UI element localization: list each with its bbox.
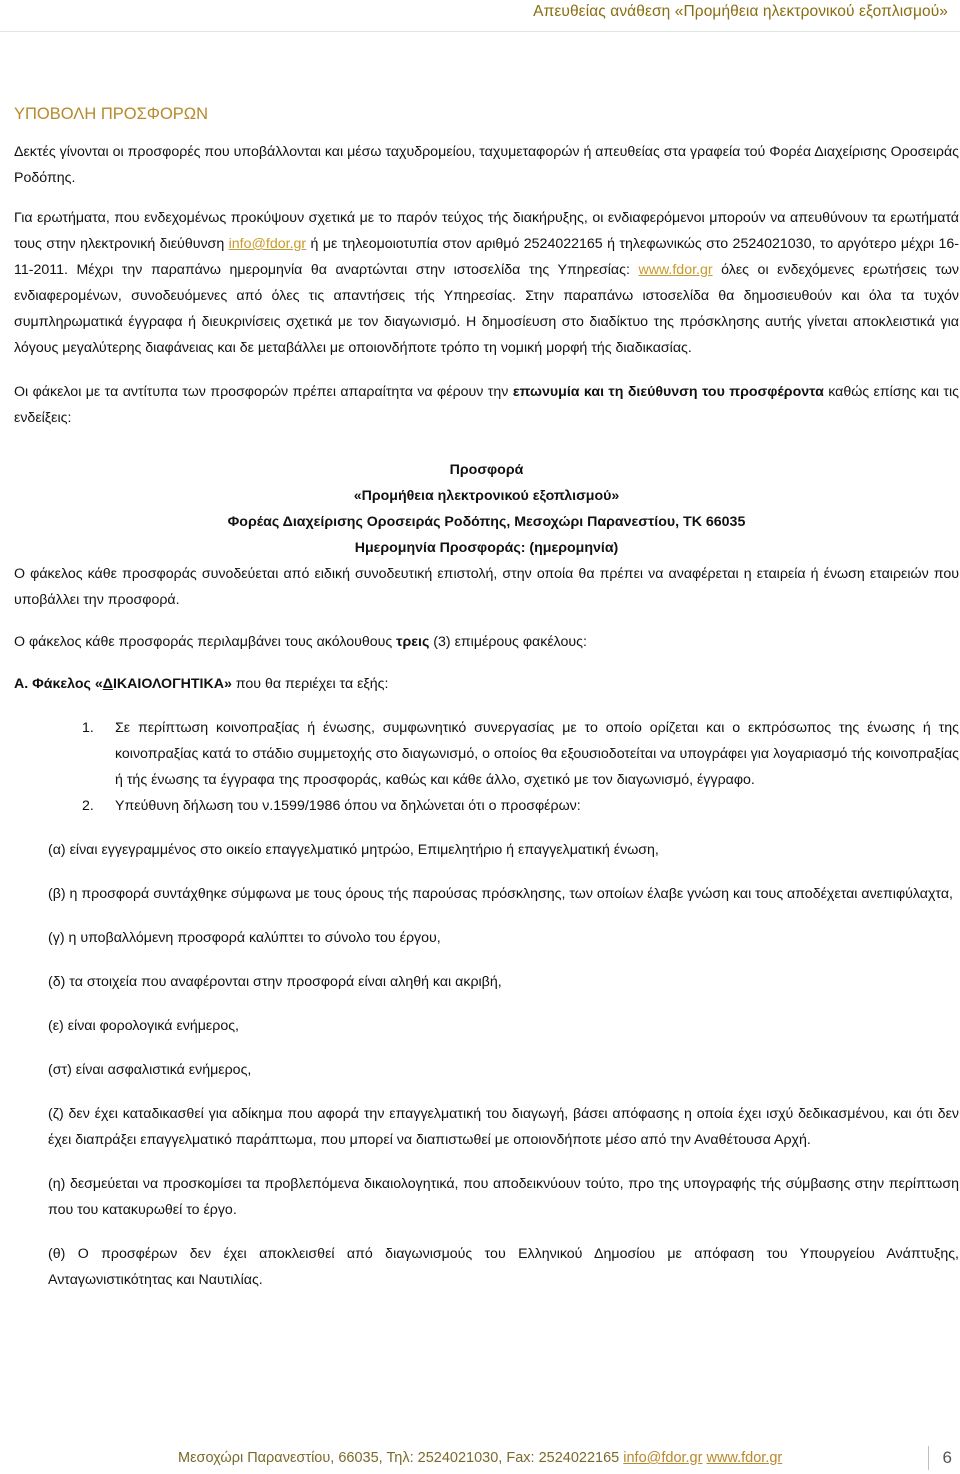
list-item xyxy=(14,793,959,819)
paragraph-three-part1: Ο φάκελος κάθε προσφοράς περιλαμβάνει τους ακόλουθους xyxy=(14,634,397,650)
paragraph-envelopes xyxy=(14,379,959,431)
declaration-item-th: (θ) Ο προσφέρων δεν έχει αποκλεισθεί από διαγωνισμούς του Ελληνικού Δημοσίου με απόφαση του Υπουργείου Ανάπτυξης, Ανταγωνιστικότητας και Ναυτιλίας. xyxy=(48,1246,959,1288)
envelope-line-offer: Προσφορά xyxy=(449,462,524,478)
envelope-a-label-rest: ΙΚΑΙΟΛΟΓΗΤΙΚΑ» xyxy=(112,676,232,692)
declaration-item-d: (δ) τα στοιχεία που αναφέρονται στην προσφορά είναι αληθή και ακριβή, xyxy=(48,974,502,990)
list-item-text: Σε περίπτωση κοινοπραξίας ή ένωσης, συμφωνητικό συνεργασίας με το οποίο ορίζεται και ο εκπρόσωπος της ένωσης ή της κοινοπραξίας κατά το στάδιο συμμετοχής στο διαγωνισμό, ο οποίος θα εξουσιοδοτείται να υπογράφει για λογαριασμό τής κοινοπραξίας ή τής ένωσης τα έγγραφα της προσφοράς, καθώς και κάθε άλλο, σχετικό με τον διαγωνισμό, έγγραφο. xyxy=(115,720,959,788)
declaration-item-z: (ζ) δεν έχει καταδικασθεί για αδίκημα που αφορά την επαγγελματική του διαγωγή, βάσει απόφασης η οποία έχει ισχύ δεδικασμένου, και ότι δεν έχει διαπράξει επαγγελματικό παράπτωμα, που μπορεί να διαπιστωθεί με οποιονδήποτε μέσο από την Αναθέτουσα Αρχή. xyxy=(48,1106,959,1148)
page-number: 6 xyxy=(928,1446,952,1470)
paragraph-cover-letter: Ο φάκελος κάθε προσφοράς συνοδεύεται από ειδική συνοδευτική επιστολή, στην οποία θα πρέπει να αναφέρεται η εταιρεία ή ένωση εταιρειών που υποβάλλει την προσφορά. xyxy=(14,566,959,608)
paragraph-envelope-a xyxy=(14,671,959,697)
paragraph-questions-part1: Για ερωτήματα, που ενδεχομένως προκύψουν σχετικά με το παρόν τεύχος τής διακήρυξης, οι ενδιαφερόμενοι μπορούν να απευθύνουν τα ερωτήματά τους στην ηλεκτρονική διεύθυνση xyxy=(14,210,959,252)
paragraph-questions xyxy=(14,205,959,361)
declaration-item-b: (β) η προσφορά συντάχθηκε σύμφωνα με τους όρους τής παρούσας πρόσκλησης, των οποίων έλαβε γνώση και τους αποδέχεται ανεπιφύλαχτα, xyxy=(48,886,953,902)
section-title: ΥΠΟΒΟΛΗ ΠΡΟΣΦΟΡΩΝ xyxy=(14,105,209,123)
footer-email-link[interactable]: info@fdor.gr xyxy=(623,1450,703,1466)
email-link[interactable]: info@fdor.gr xyxy=(228,236,307,252)
declaration-item-h: (η) δεσμεύεται να προσκομίσει τα προβλεπόμενα δικαιολογητικά, που αποδεικνύουν τούτο, προ της υπογραφής τής σύμβασης στην περίπτωση που του κατακυρωθεί το έργο. xyxy=(48,1176,959,1218)
list-item-text: Υπεύθυνη δήλωση του ν.1599/1986 όπου να δηλώνεται ότι ο προσφέρων: xyxy=(115,798,581,814)
document-body xyxy=(14,102,959,1293)
page-header-title: Απευθείας ανάθεση «Προμήθεια ηλεκτρονικού εξοπλισμού» xyxy=(533,3,948,20)
footer-address: Μεσοχώρι Παρανεστίου, 66035, Τηλ: 2524021030, Fax: 2524022165 xyxy=(178,1450,624,1466)
list-item xyxy=(14,715,959,793)
paragraph-three-envelopes xyxy=(14,629,959,655)
footer-website-link[interactable]: www.fdor.gr xyxy=(706,1450,783,1466)
envelope-a-desc: που θα περιέχει τα εξής: xyxy=(231,676,389,692)
paragraph-three-bold: τρεις xyxy=(396,634,430,650)
page-footer xyxy=(178,1450,782,1466)
envelope-line-title: «Προμήθεια ηλεκτρονικού εξοπλισμού» xyxy=(353,488,620,504)
envelope-line-address: Φορέας Διαχείρισης Οροσειράς Ροδόπης, Μεσοχώρι Παρανεστίου, ΤΚ 66035 xyxy=(227,514,746,530)
paragraph-questions-part3: όλες οι ενδεχόμενες ερωτήσεις των ενδιαφερομένων, συνοδευόμενες από όλες τις απαντήσεις τής Υπηρεσίας. Στην παραπάνω ιστοσελίδα θα δημοσιευθούν και όλα τα τυχόν συμπληρωματικά έγγραφα ή διευκρινίσεις σχετικά με τον διαγωνισμό. Η δημοσίευση στο διαδίκτυο της πρόσκλησης αυτής γίνεται αποκλειστικά για λόγους μεγαλύτερης διαφάνειας και δε μεταβάλλει με οποιονδήποτε τρόπο τη νομική μορφή τής διαδικασίας. xyxy=(14,262,960,356)
envelope-line-date: Ημερομηνία Προσφοράς: (ημερομηνία) xyxy=(354,540,619,556)
paragraph-three-part2: (3) επιμέρους φακέλους: xyxy=(429,634,587,650)
paragraph-questions-part2: ή με τηλεομοιοτυπία στον αριθμό 2524022165 ή τηλεφωνικώς στο 2524021030, το αργότερο μέχρι 16-11-2011. Μέχρι την παραπάνω ημερομηνία θα αναρτώνται στην ιστοσελίδα της Υπηρεσίας: xyxy=(14,236,959,278)
documents-list xyxy=(14,715,959,819)
declaration-item-c: (γ) η υποβαλλόμενη προσφορά καλύπτει το σύνολο του έργου, xyxy=(48,930,441,946)
declaration-item-e: (ε) είναι φορολογικά ενήμερος, xyxy=(48,1018,239,1034)
envelope-label-block xyxy=(14,457,959,561)
website-link[interactable]: www.fdor.gr xyxy=(638,262,713,278)
list-item-number: 2. xyxy=(82,798,94,814)
paragraph-envelopes-part1: Οι φάκελοι με τα αντίτυπα των προσφορών πρέπει απαραίτητα να φέρουν την xyxy=(14,384,513,400)
envelope-a-underlined: Δ xyxy=(102,676,113,692)
declaration-item-st: (στ) είναι ασφαλιστικά ενήμερος, xyxy=(48,1062,252,1078)
paragraph-submission: Δεκτές γίνονται οι προσφορές που υποβάλλονται και μέσω ταχυδρομείου, ταχυμεταφορών ή απευθείας στα γραφεία τού Φορέα Διαχείρισης Οροσειράς Ροδόπης. xyxy=(14,144,959,186)
list-item-number: 1. xyxy=(82,720,94,736)
paragraph-envelopes-part2: καθώς επίσης και τις ενδείξεις: xyxy=(14,384,959,426)
declaration-item-a: (α) είναι εγγεγραμμένος στο οικείο επαγγελματικό μητρώο, Επιμελητήριο ή επαγγελματική ένωση, xyxy=(48,842,659,858)
header-divider xyxy=(0,31,960,32)
paragraph-envelopes-bold: επωνυμία και τη διεύθυνση του προσφέροντα xyxy=(512,384,824,400)
envelope-a-label: Α. Φάκελος « xyxy=(14,676,103,692)
